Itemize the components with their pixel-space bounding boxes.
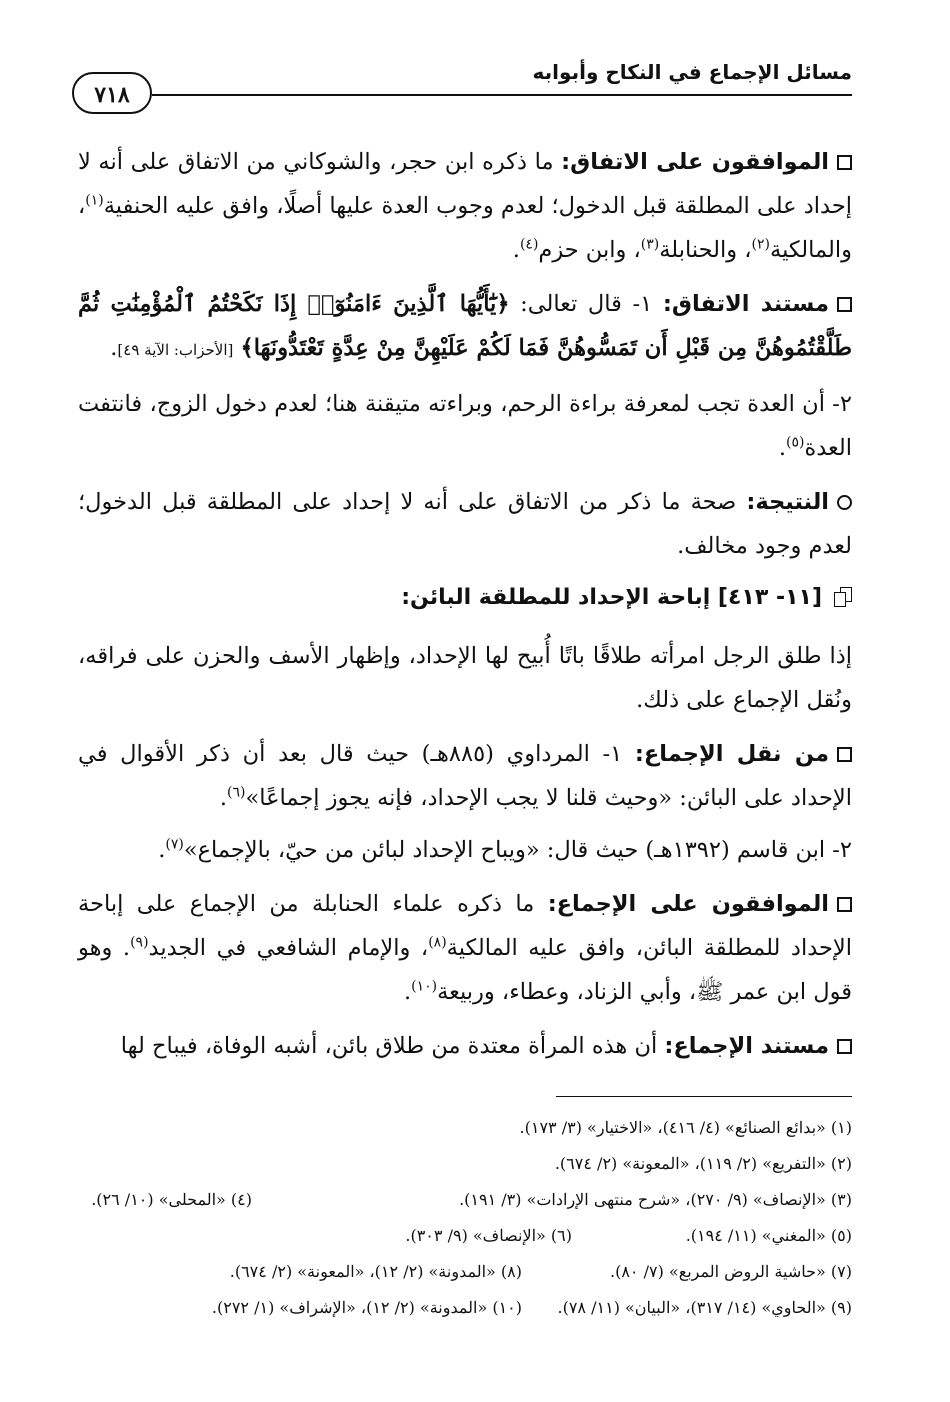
paragraph-ibn-qasim bbox=[78, 828, 852, 872]
square-bullet-icon bbox=[837, 297, 852, 312]
paragraph-label: مستند الإجماع: bbox=[664, 1033, 829, 1059]
paragraph-text: . bbox=[403, 979, 412, 1005]
footnote-separator bbox=[556, 1096, 852, 1097]
paragraph-basis-of-ijma bbox=[78, 1024, 852, 1068]
paragraph-text: أن هذه المرأة معتدة من طلاق بائن، أشبه الوفاة، فيباح لها bbox=[120, 1033, 658, 1059]
paragraph-intro bbox=[78, 634, 852, 722]
paragraph-text: صحة ما ذكر من الاتفاق على أنه لا إحداد على المطلقة قبل الدخول؛ لعدم وجود مخالف. bbox=[78, 489, 852, 559]
circle-bullet-icon bbox=[837, 495, 852, 510]
footnote: (٧) «حاشية الروض المربع» (٧/ ٨٠). bbox=[609, 1262, 852, 1281]
page-number: ٧١٨ bbox=[72, 72, 152, 114]
paragraph-text: ١- قال تعالى: bbox=[520, 291, 653, 317]
footnote-row bbox=[90, 1218, 852, 1254]
paragraph-text: ٢- أن العدة تجب لمعرفة براءة الرحم، وبراءته متيقنة هنا؛ لعدم دخول الزوج، فانتفت العدة bbox=[78, 391, 852, 461]
footnote-ref[interactable]: (٢) bbox=[751, 236, 771, 253]
section-heading bbox=[78, 576, 852, 620]
paragraph-result bbox=[78, 480, 852, 568]
verse-reference: [الأحزاب: الآية ٤٩] bbox=[117, 341, 234, 359]
footnote: (٤) «المحلى» (١٠/ ٢٦). bbox=[91, 1190, 252, 1209]
paragraph-text: ما ذكره علماء الحنابلة من الإجماع على إباحة الإحداد للمطلقة البائن، وافق عليه المالكية bbox=[78, 891, 852, 961]
footnote-ref[interactable]: (١) bbox=[85, 192, 104, 209]
footnote: (١٠) «المدونة» (٢/ ١٢)، «الإشراف» (١/ ٢٧٢). bbox=[211, 1298, 522, 1317]
footnotes bbox=[90, 1110, 852, 1326]
footnote: (٣) «الإنصاف» (٩/ ٢٧٠)، «شرح منتهى الإرادات» (٣/ ١٩١). bbox=[459, 1190, 852, 1209]
paragraph-text: . bbox=[512, 237, 520, 263]
footnote-ref[interactable]: (٨) bbox=[428, 934, 447, 951]
paragraph-agreeing-on-consensus bbox=[78, 140, 852, 272]
footnote-ref[interactable]: (٣) bbox=[640, 236, 660, 253]
document-icon bbox=[834, 587, 852, 607]
footnote-ref[interactable]: (١٠) bbox=[411, 978, 438, 995]
footnote-row bbox=[90, 1254, 852, 1290]
paragraph-text: إذا طلق الرجل امرأته طلاقًا باتًا أُبيح لها الإحداد، وإظهار الأسف والحزن على فراقه، ونُقل الإجماع على ذلك. bbox=[78, 643, 852, 713]
paragraph-text: . bbox=[778, 435, 786, 461]
paragraph-basis-of-agreement bbox=[78, 282, 852, 372]
footnote-ref[interactable]: (٥) bbox=[785, 434, 805, 451]
paragraph-text: ما ذكره ابن حجر، والشوكاني من الاتفاق على أنه لا إحداد على المطلقة قبل الدخول؛ لعدم وجوب العدة عليها أصلًا، وافق عليه الحنفية bbox=[78, 149, 852, 219]
paragraph-second-evidence bbox=[78, 382, 852, 470]
paragraph-label: الموافقون على الإجماع: bbox=[547, 891, 830, 917]
paragraph-agreeing-on-ijma bbox=[78, 882, 852, 1014]
paragraph-text: ، والحنابلة bbox=[659, 237, 752, 263]
page-header bbox=[72, 52, 852, 132]
paragraph-who-transmitted bbox=[78, 732, 852, 820]
footnote: (٨) «المدونة» (٢/ ١٢)، «المعونة» (٢/ ٦٧٤). bbox=[229, 1262, 522, 1281]
square-bullet-icon bbox=[837, 897, 852, 912]
footnote-ref[interactable]: (٩) bbox=[130, 934, 149, 951]
footnote: (٥) «المغني» (١١/ ١٩٤). bbox=[685, 1226, 852, 1245]
paragraph-text: . وهو قول ابن عمر ﷺ، وأبي الزناد، وعطاء، وربيعة bbox=[78, 935, 852, 1005]
section-title: [١١- ٤١٣] إباحة الإحداد للمطلقة البائن: bbox=[401, 585, 822, 610]
paragraph-label: النتيجة: bbox=[746, 489, 829, 515]
paragraph-text: ، والمالكية bbox=[78, 193, 852, 263]
footnote: (٢) «التفريع» (٢/ ١١٩)، «المعونة» (٢/ ٦٧٤). bbox=[554, 1154, 852, 1173]
footnote: (١) «بدائع الصنائع» (٤/ ٤١٦)، «الاختيار» (٣/ ١٧٣). bbox=[519, 1118, 852, 1137]
footnote-row bbox=[90, 1110, 852, 1146]
footnote: (٦) «الإنصاف» (٩/ ٣٠٣). bbox=[405, 1226, 572, 1245]
paragraph-text: . bbox=[219, 785, 227, 811]
paragraph-text: . bbox=[158, 837, 166, 863]
book-title: مسائل الإجماع في النكاح وأبوابه bbox=[532, 60, 852, 84]
header-rule bbox=[152, 94, 852, 96]
paragraph-label: من نقل الإجماع: bbox=[634, 741, 830, 767]
square-bullet-icon bbox=[837, 1039, 852, 1054]
square-bullet-icon bbox=[837, 155, 852, 170]
paragraph-label: مستند الاتفاق: bbox=[662, 291, 829, 317]
footnote: (٩) «الحاوي» (١٤/ ٣١٧)، «البيان» (١١/ ٧٨). bbox=[557, 1298, 852, 1317]
footnote-ref[interactable]: (٤) bbox=[519, 236, 539, 253]
paragraph-text: ٢- ابن قاسم (١٣٩٢هـ) حيث قال: «ويباح الإحداد لبائن من حيّ، بالإجماع» bbox=[183, 837, 852, 863]
paragraph-label: الموافقون على الاتفاق: bbox=[561, 149, 829, 175]
quran-verse: ﴿يَٰٓأَيُّهَا ٱلَّذِينَ ءَامَنُوٓا۟ إِذَا نَكَحْتُمُ ٱلْمُؤْمِنَٰتِ ثُمَّ طَلَّقْتُمُوهُنَّ مِن قَبْلِ أَن تَمَسُّوهُنَّ فَمَا لَكُمْ عَلَيْهِنَّ مِنْ عِدَّةٍ تَعْتَدُّونَهَا﴾ bbox=[78, 291, 852, 361]
footnote-ref[interactable]: (٧) bbox=[165, 836, 184, 853]
paragraph-text: . bbox=[110, 335, 118, 361]
page-body bbox=[78, 140, 852, 1076]
footnote-ref[interactable]: (٦) bbox=[226, 784, 246, 801]
footnote-row bbox=[90, 1146, 852, 1182]
paragraph-text: ، وابن حزم bbox=[538, 237, 641, 263]
paragraph-text: ، والإمام الشافعي في الجديد bbox=[148, 935, 429, 961]
square-bullet-icon bbox=[837, 747, 852, 762]
paragraph-text: ١- المرداوي (٨٨٥هـ) حيث قال بعد أن ذكر الأقوال في الإحداد على البائن: «وحيث قلنا لا يجب الإحداد، فإنه يجوز إجماعًا» bbox=[78, 741, 852, 811]
footnote-row bbox=[90, 1290, 852, 1326]
footnote-row bbox=[90, 1182, 852, 1218]
